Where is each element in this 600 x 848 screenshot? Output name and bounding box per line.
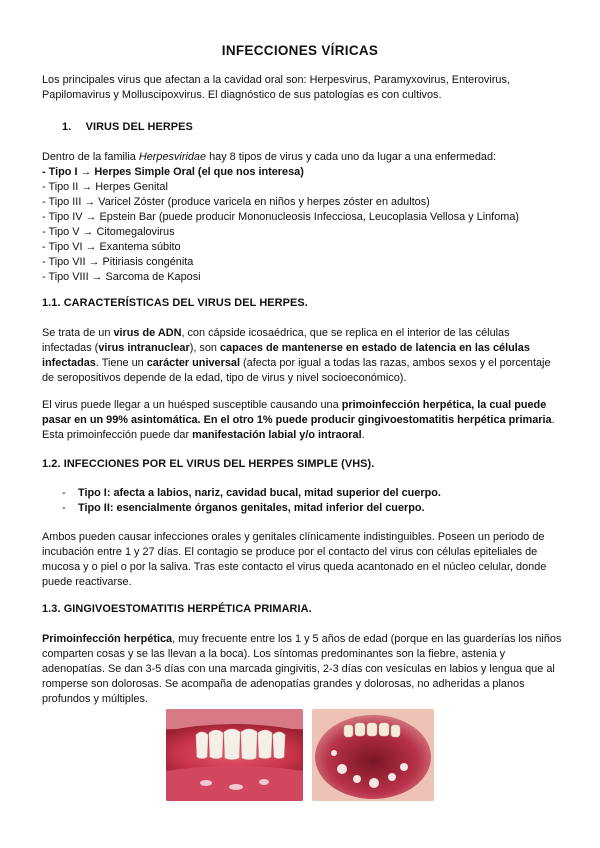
- herpes-family-intro: [42, 150, 562, 165]
- text-run: , muy frecuente entre los 1 y 5 años de edad (porque en las guarderías los niños comparten cosas y se las llevan a la boca). Los síntomas predominantes son la fiebre, astenia y adenopatías. Se dan 3-5 días con una marcada gingivitis, 2-3 días con vesículas en labios y lengua que al romperse son dolorosas. Se acompaña de adenopatías grandes y dolorosas, no adheridas a planos profundos y múltiples.: [42, 633, 562, 705]
- text-run-bold: capaces de mantenerse en estado de latencia en las células infectadas: [42, 342, 530, 369]
- vhs-type-text: Tipo II: esencialmente órganos genitales, mitad inferior del cuerpo.: [78, 502, 425, 514]
- herpes-type-item: - Tipo VIII → Sarcoma de Kaposi: [42, 271, 201, 283]
- family-name: Herpesviridae: [138, 151, 207, 163]
- text-run: . Esta primoinfección puede dar: [42, 414, 555, 441]
- vesicles-photo-image: [312, 709, 434, 801]
- section-1-title: VIRUS DEL HERPES: [85, 121, 193, 133]
- text-run-bold: primoinfección herpética, la cual puede pasar en un 99% asintomática. En el otro 1% puede producir gingivoestomatitis herpética primaria: [42, 399, 552, 426]
- herpes-type-item: - Tipo III → Varicel Zóster (produce varicela en niños y herpes zóster en adultos): [42, 196, 430, 208]
- section-1-1-heading: 1.1. CARACTERÍSTICAS DEL VIRUS DEL HERPES.: [42, 297, 308, 309]
- herpes-type-item: - Tipo II → Herpes Genital: [42, 181, 168, 193]
- text-run: ), son: [189, 342, 220, 354]
- gingivitis-photo-left: [166, 709, 303, 801]
- text-run-bold: Primoinfección herpética: [42, 633, 173, 645]
- text-run-bold: manifestación labial y/o intraoral: [192, 429, 362, 441]
- text-run: Se trata de un: [42, 327, 114, 339]
- vhs-type-text: Tipo I: afecta a labios, nariz, cavidad bucal, mitad superior del cuerpo.: [78, 487, 441, 499]
- herpes-types-list: [42, 165, 562, 285]
- intro-paragraph: Los principales virus que afectan a la cavidad oral son: Herpesvirus, Paramyxovirus, Enterovirus, Papilomavirus y Molluscipoxvirus. El diagnóstico de sus patologías es con cultivos.: [42, 74, 510, 101]
- gingivitis-photo-image: [166, 709, 303, 801]
- page-title: INFECCIONES VÍRICAS: [221, 43, 379, 58]
- text-run: . Tiene un: [95, 357, 147, 369]
- bullet-marker: -: [62, 487, 66, 499]
- text-run-bold: virus de ADN: [113, 327, 182, 339]
- vesicles-photo-right: [312, 709, 434, 801]
- family-intro-post: hay 8 tipos de virus y cada uno da lugar a una enfermedad:: [206, 151, 497, 163]
- section-1-number: 1.: [62, 121, 72, 133]
- primoinfection-paragraph: [42, 398, 562, 443]
- vhs-types-list: [62, 486, 562, 516]
- vhs-type-item: [62, 486, 562, 501]
- section-1-heading: [62, 121, 193, 133]
- text-run: , con cápside icosaédrica, que se replica en el interior de las células infectadas (: [42, 327, 510, 354]
- section-1-2-heading: 1.2. INFECCIONES POR EL VIRUS DEL HERPES SIMPLE (VHS).: [42, 458, 375, 470]
- vhs-type-item: [62, 501, 562, 516]
- text-run: .: [361, 429, 365, 441]
- vhs-paragraph: Ambos pueden causar infecciones orales y genitales clínicamente indistinguibles. Poseen un periodo de incubación entre 1 y 27 días. El contagio se produce por el contacto del virus con células epiteliales de mucosa y o piel o por la saliva. Tras este contacto el virus queda acantonado en el núcleo celular, donde puede reactivarse.: [42, 531, 547, 588]
- bullet-marker: -: [62, 502, 66, 514]
- family-intro-pre: Dentro de la familia: [42, 151, 139, 163]
- text-run-bold: carácter universal: [146, 357, 240, 369]
- herpes-type-item: - Tipo I → Herpes Simple Oral (el que nos interesa): [42, 166, 304, 178]
- characteristics-paragraph: [42, 326, 562, 386]
- herpes-type-item: - Tipo VII → Pitiriasis congénita: [42, 256, 194, 268]
- text-run-bold: virus intranuclear: [98, 342, 190, 354]
- text-run: (afecta por igual a todas las razas, ambos sexos y el porcentaje de seropositivos depende de la edad, tipo de virus y nivel socioeconómico).: [42, 357, 551, 384]
- herpes-type-item: - Tipo IV → Epstein Bar (puede producir Mononucleosis Infecciosa, Leucoplasia Vellosa y Linfoma): [42, 211, 520, 223]
- section-1-3-heading: 1.3. GINGIVOESTOMATITIS HERPÉTICA PRIMARIA.: [42, 603, 312, 615]
- herpes-type-item: - Tipo VI → Exantema súbito: [42, 241, 181, 253]
- herpes-type-item: - Tipo V → Citomegalovirus: [42, 226, 175, 238]
- gingivostomatitis-paragraph: [42, 632, 562, 707]
- text-run: El virus puede llegar a un huésped susceptible causando una: [42, 399, 342, 411]
